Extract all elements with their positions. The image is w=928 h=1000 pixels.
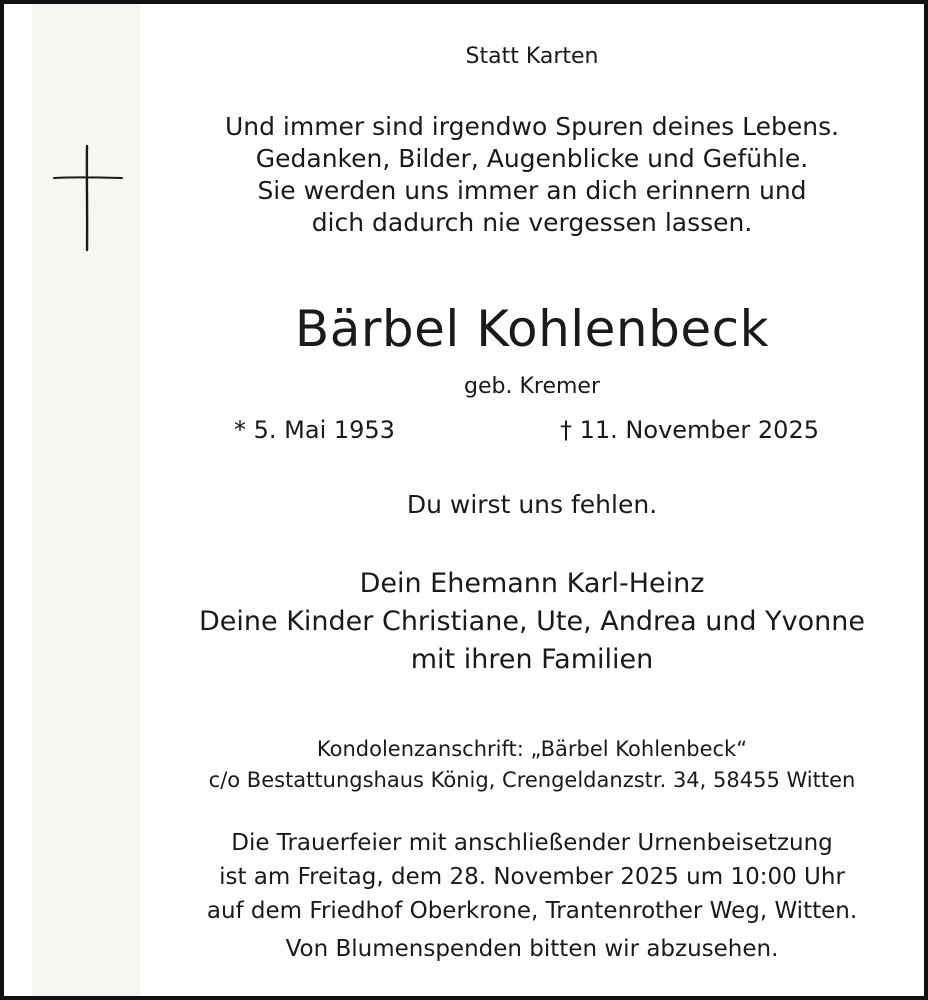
funeral-line: ist am Freitag, dem 28. November 2025 um 10:00 Uhr	[219, 864, 845, 890]
statt-karten-heading: Statt Karten	[465, 44, 599, 69]
condolence-address	[140, 734, 924, 796]
address-line: c/o Bestattungshaus König, Crengeldanzstr. 34, 58455 Witten	[208, 768, 856, 792]
deceased-name: Bärbel Kohlenbeck	[294, 300, 770, 358]
address-line: Kondolenzanschrift: „Bärbel Kohlenbeck“	[316, 737, 748, 761]
funeral-line: auf dem Friedhof Oberkrone, Trantenrother Weg, Witten.	[206, 898, 858, 924]
funeral-details	[140, 826, 924, 928]
cross-icon	[52, 144, 124, 252]
poem-line: Und immer sind irgendwo Spuren deines Lebens.	[224, 112, 840, 141]
notice-text-column	[140, 4, 924, 996]
poem-line: Sie werden uns immer an dich erinnern und	[257, 176, 807, 205]
poem-line: dich dadurch nie vergessen lassen.	[311, 208, 753, 237]
poem-line: Gedanken, Bilder, Augenblicke und Gefühle.	[255, 144, 809, 173]
mourner-line: mit ihren Familien	[410, 644, 654, 675]
farewell-line: Du wirst uns fehlen.	[406, 490, 658, 519]
maiden-name: geb. Kremer	[464, 374, 600, 399]
birth-date: * 5. Mai 1953	[234, 416, 395, 444]
mourner-line: Dein Ehemann Karl-Heinz	[359, 568, 705, 599]
mourners-list	[140, 565, 924, 679]
flowers-note: Von Blumenspenden bitten wir abzusehen.	[285, 936, 779, 962]
funeral-line: Die Trauerfeier mit anschließender Urnenbeisetzung	[231, 830, 833, 856]
mourner-line: Deine Kinder Christiane, Ute, Andrea und Yvonne	[199, 606, 865, 637]
death-date: † 11. November 2025	[560, 416, 819, 444]
poem-verse	[140, 111, 924, 239]
